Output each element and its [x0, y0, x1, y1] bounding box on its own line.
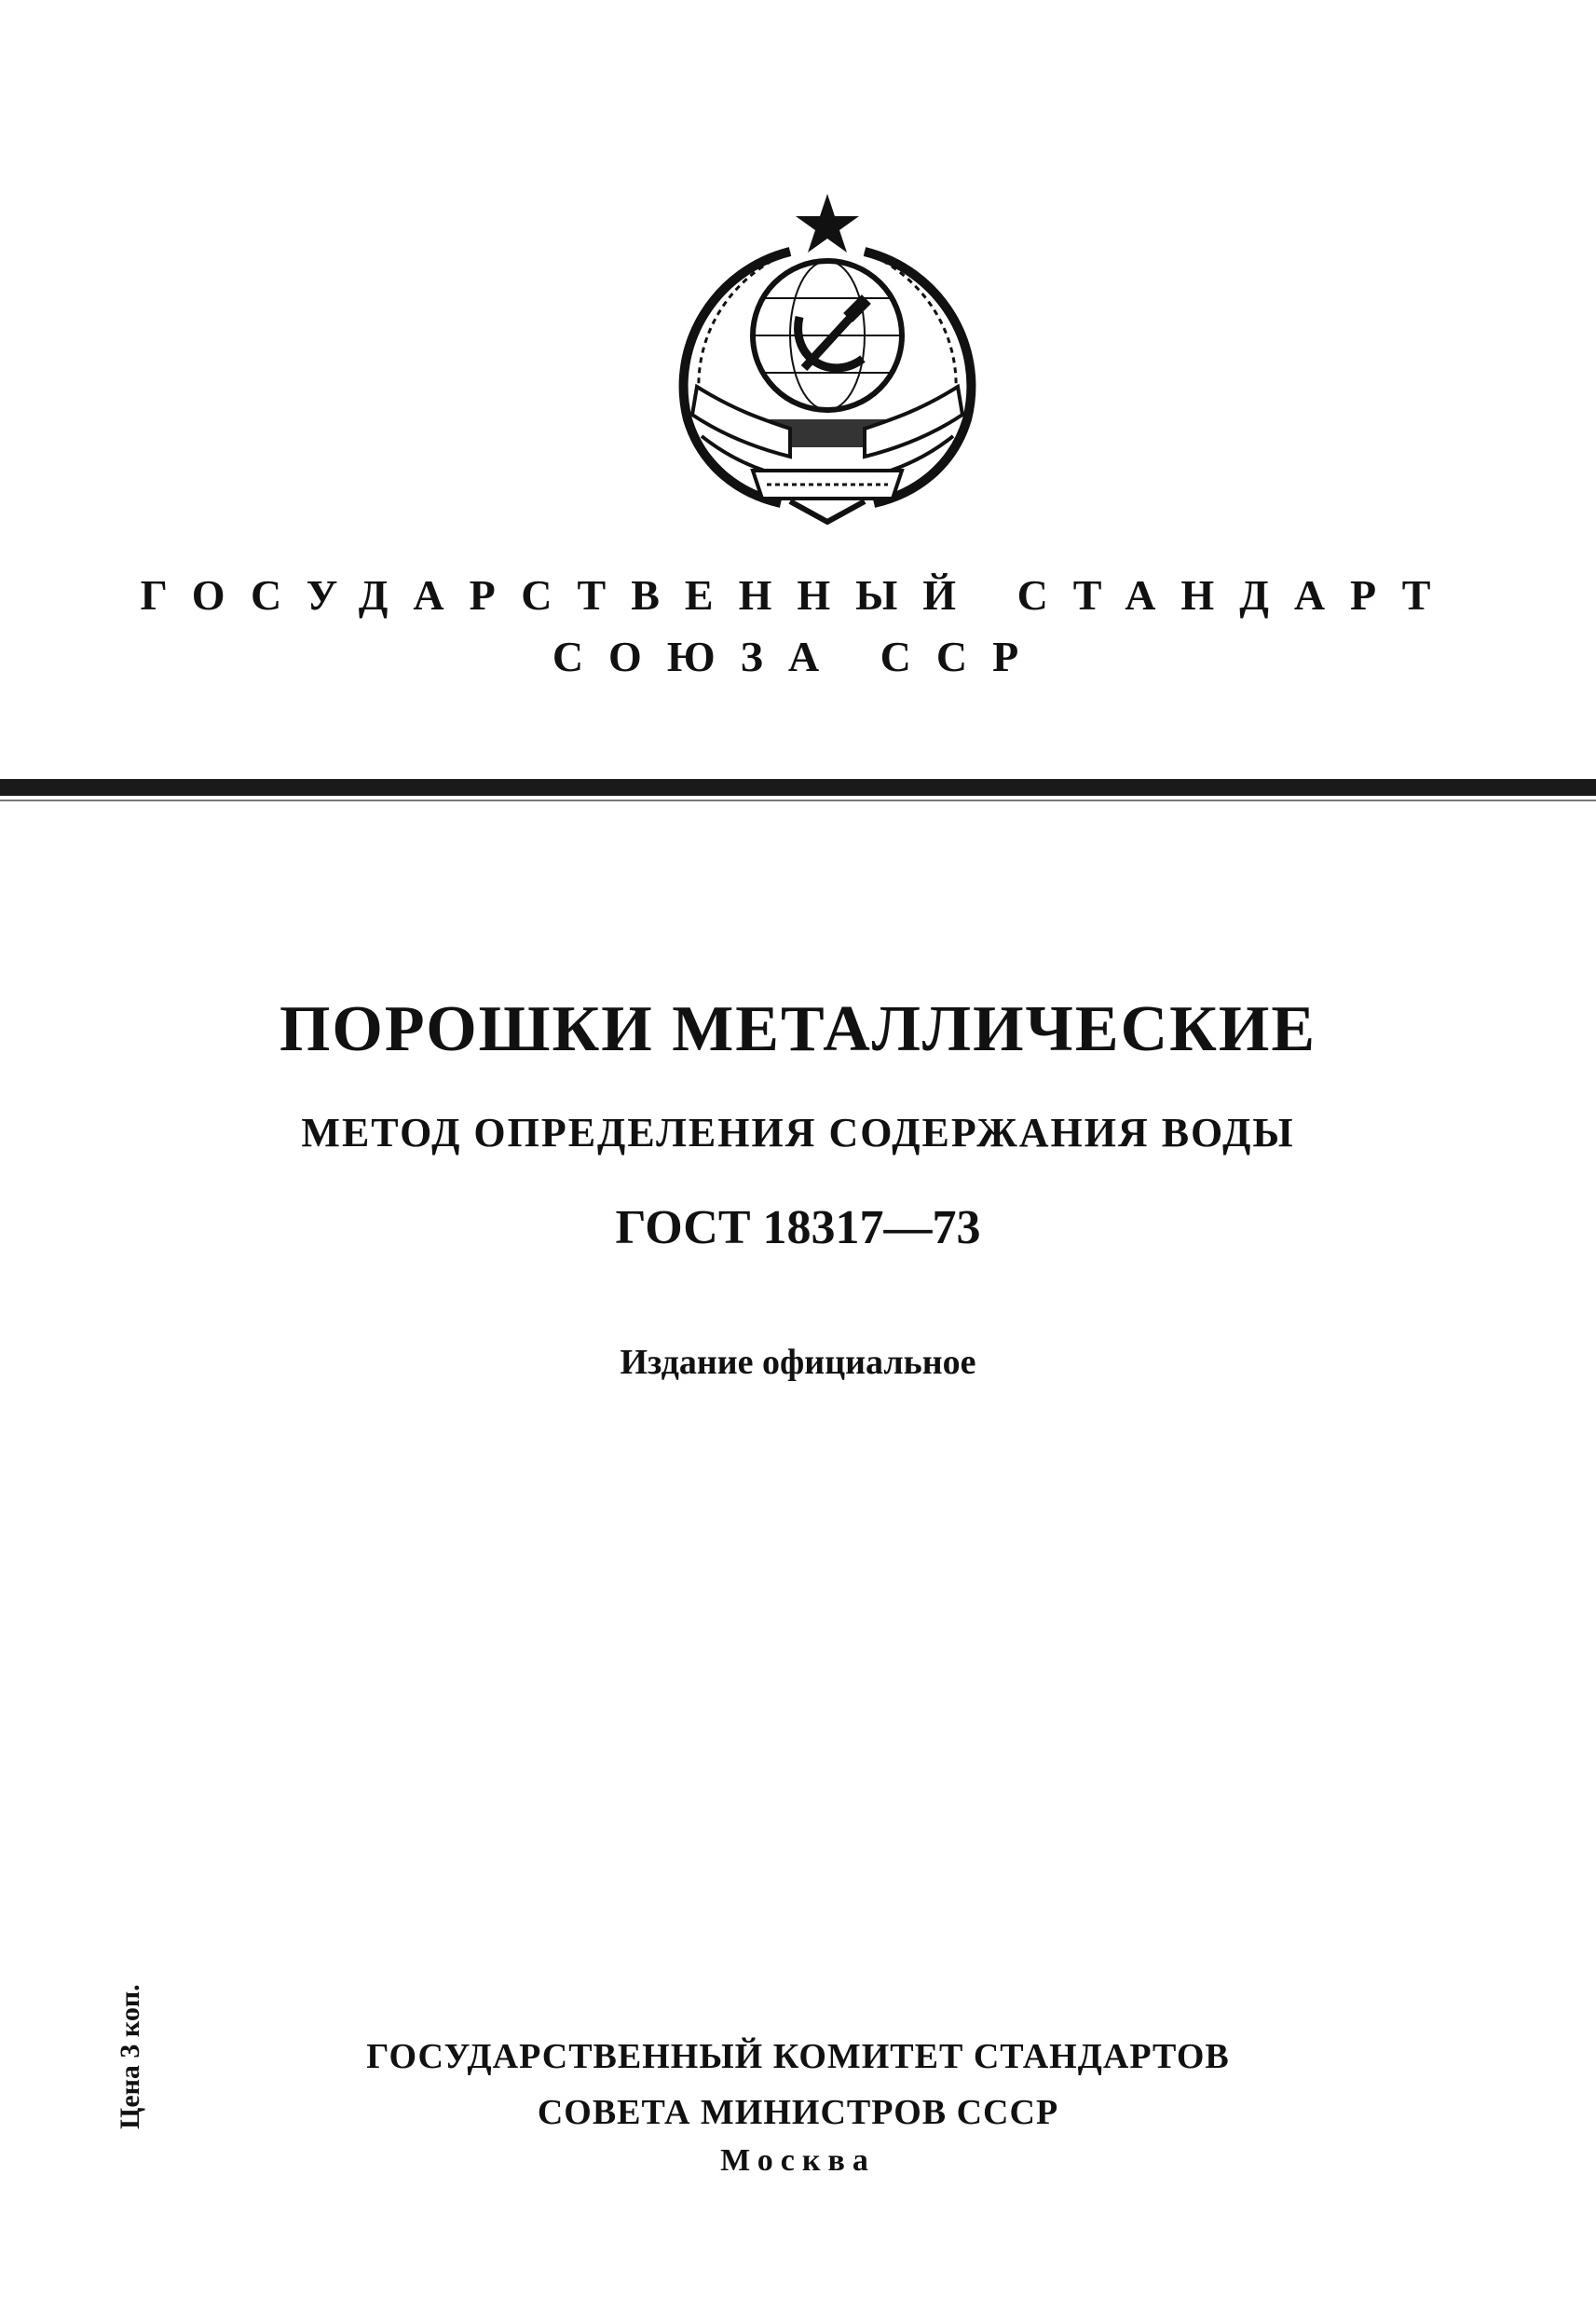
document-title: ПОРОШКИ МЕТАЛЛИЧЕСКИЕ	[279, 993, 1317, 1065]
standard-header-line1: ГОСУДАРСТВЕННЫЙ СТАНДАРТ	[140, 571, 1456, 619]
publisher-line2: СОВЕТА МИНИСТРОВ СССР	[537, 2093, 1059, 2132]
gost-number: ГОСТ 18317—73	[615, 1201, 981, 1254]
horizontal-rule	[0, 779, 1596, 796]
horizontal-rule-thin	[0, 800, 1596, 801]
price-label: Цена 3 коп.	[115, 1984, 145, 2129]
document-subtitle: МЕТОД ОПРЕДЕЛЕНИЯ СОДЕРЖАНИЯ ВОДЫ	[301, 1110, 1295, 1156]
ussr-state-emblem-icon	[650, 186, 1004, 531]
edition-label: Издание официальное	[620, 1343, 976, 1382]
publisher-city: Москва	[720, 2143, 876, 2178]
publisher-line1: ГОСУДАРСТВЕННЫЙ КОМИТЕТ СТАНДАРТОВ	[366, 2037, 1230, 2076]
standard-header-line2: СОЮЗА ССР	[552, 633, 1044, 680]
